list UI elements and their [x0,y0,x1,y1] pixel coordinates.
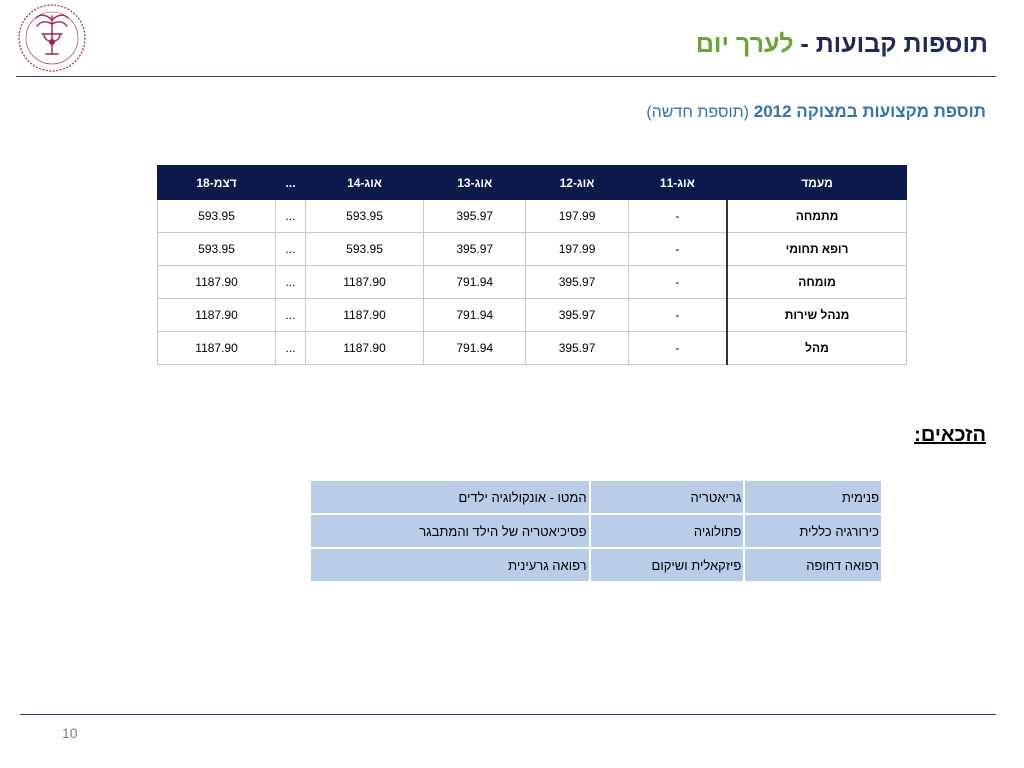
col-header: דצמ-18 [158,166,276,200]
table-cell: ... [276,332,306,365]
subtitle-main: תוספת מקצועות במצוקה 2012 [753,102,986,121]
table-cell: ... [276,266,306,299]
col-header: מעמד [727,166,906,200]
specialty-cell: פתולוגיה [590,514,745,548]
table-cell: 1187.90 [158,266,276,299]
table-cell: - [628,200,727,233]
table-row-label: מתמחה [727,200,906,233]
table-cell: 593.95 [306,200,424,233]
col-header: ... [276,166,306,200]
specialty-cell: פסיכיאטריה של הילד והמתבגר [311,514,590,548]
table-cell: 395.97 [424,233,526,266]
table-cell: 197.99 [526,200,628,233]
table-cell: 1187.90 [306,266,424,299]
table-cell: 593.95 [158,200,276,233]
col-header: אוג-14 [306,166,424,200]
specialties-table [311,481,881,581]
table-row [158,233,907,266]
table-row [311,481,881,514]
table-cell: - [628,332,727,365]
subtitle-note: (תוספת חדשה) [646,104,750,121]
col-header: אוג-13 [424,166,526,200]
allowance-table [157,165,907,365]
table-cell: 791.94 [424,332,526,365]
specialty-cell: רפואה גרעינית [311,548,590,581]
table-cell: ... [276,299,306,332]
page-number: 10 [62,725,78,741]
col-header: אוג-12 [526,166,628,200]
table-row [158,299,907,332]
table-cell: 395.97 [526,266,628,299]
table-row [158,200,907,233]
table-row-label: מהל [727,332,906,365]
table-cell: ... [276,233,306,266]
table-row [158,332,907,365]
table-cell: 791.94 [424,266,526,299]
page-title [696,30,988,59]
specialty-cell: המטו - אונקולוגיה ילדים [311,481,590,514]
table-row [311,548,881,581]
table-cell: - [628,299,727,332]
table-cell: 197.99 [526,233,628,266]
table-cell: 593.95 [158,233,276,266]
table-cell: 395.97 [526,299,628,332]
table-header-row [158,166,907,200]
table-cell: 1187.90 [306,299,424,332]
specialty-cell: פנימית [744,481,881,514]
eligible-heading: הזכאים: [914,424,986,446]
specialty-cell: רפואה דחופה [744,548,881,581]
table-row-label: מומחה [727,266,906,299]
table-cell: 593.95 [306,233,424,266]
title-accent: לערך יום [695,30,794,58]
table-cell: - [628,266,727,299]
table-row-label: רופא תחומי [727,233,906,266]
table-row-label: מנהל שירות [727,299,906,332]
footer-divider [20,714,996,715]
specialty-cell: כירורגיה כללית [744,514,881,548]
table-cell: 1187.90 [158,299,276,332]
table-cell: 1187.90 [306,332,424,365]
table-cell: 395.97 [424,200,526,233]
section-subtitle [646,102,986,122]
col-header: אוג-11 [628,166,727,200]
table-cell: - [628,233,727,266]
specialty-cell: גריאטריה [590,481,745,514]
table-cell: 395.97 [526,332,628,365]
title-main: תוספות קבועות - [800,30,988,58]
specialty-cell: פיזקאלית ושיקום [590,548,745,581]
header-divider [16,76,996,77]
table-row [311,514,881,548]
table-cell: ... [276,200,306,233]
table-row [158,266,907,299]
table-cell: 1187.90 [158,332,276,365]
organization-logo [16,2,88,74]
table-cell: 791.94 [424,299,526,332]
